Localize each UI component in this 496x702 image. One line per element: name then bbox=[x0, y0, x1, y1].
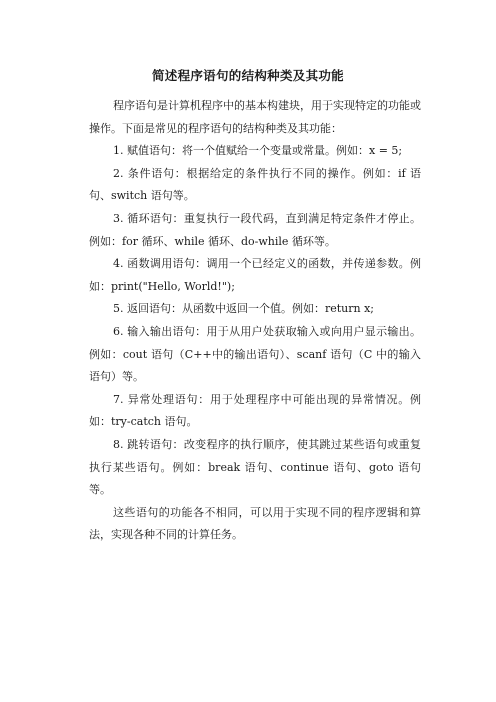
paragraph-function-call: 4. 函数调用语句：调用一个已经定义的函数，并传递参数。例如：print("Hello, World!"); bbox=[89, 257, 421, 293]
document-title: 简述程序语句的结构种类及其功能 bbox=[151, 68, 344, 83]
paragraph-intro: 程序语句是计算机程序中的基本构建块，用于实现特定的功能或操作。下面是常见的程序语句的结构种类及其功能： bbox=[89, 99, 421, 135]
paragraph-exception: 7. 异常处理语句：用于处理程序中可能出现的异常情况。例如：try-catch 语句。 bbox=[89, 392, 421, 429]
paragraph-return: 5. 返回语句：从函数中返回一个值。例如：return x; bbox=[113, 302, 375, 316]
paragraph-conditional: 2. 条件语句：根据给定的条件执行不同的操作。例如：if 语句、switch 语句等。 bbox=[89, 166, 421, 203]
document-body bbox=[89, 95, 421, 547]
paragraph-conclusion: 这些语句的功能各不相同，可以用于实现不同的程序逻辑和算法，实现各种不同的计算任务。 bbox=[89, 505, 421, 542]
paragraph-jump: 8. 跳转语句：改变程序的执行顺序，使其跳过某些语句或重复执行某些语句。例如：break 语句、continue 语句、goto 语句等。 bbox=[89, 437, 421, 497]
paragraph-loop: 3. 循环语句：重复执行一段代码，直到满足特定条件才停止。例如：for 循环、while 循环、do-while 循环等。 bbox=[89, 211, 421, 248]
paragraph-assignment: 1. 赋值语句：将一个值赋给一个变量或常量。例如：x = 5; bbox=[113, 144, 403, 158]
paragraph-io: 6. 输入输出语句：用于从用户处获取输入或向用户显示输出。例如：cout 语句（C++中的输出语句）、scanf 语句（C 中的输入语句）等。 bbox=[89, 324, 421, 384]
